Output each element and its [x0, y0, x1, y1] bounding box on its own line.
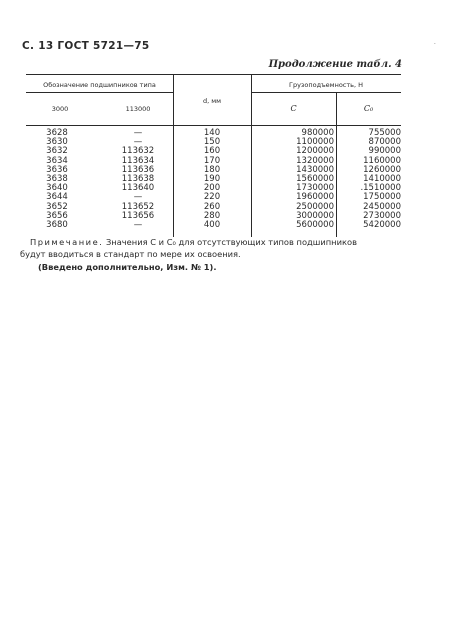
cell-c: 5600000 [296, 219, 334, 230]
cell-type-113000: 113636 [121, 164, 155, 175]
cell-d: 160 [203, 146, 221, 157]
cell-c: 1730000 [296, 183, 334, 194]
cell-d: 170 [203, 155, 221, 166]
table-top-rule [26, 74, 401, 75]
note-text-2: будут вводиться в стандарт по мере их освоения. [20, 248, 241, 259]
cell-c: 1200000 [296, 146, 334, 157]
cell-c0: 2450000 [363, 201, 401, 212]
header-c: C [290, 104, 297, 113]
cell-type-113000: — [133, 137, 143, 148]
header-load-capacity: Грузоподъемность, Н [288, 81, 364, 89]
scan-mark: · [433, 40, 436, 48]
header-d: d, мм [202, 97, 222, 105]
cell-d: 190 [203, 173, 221, 184]
table-header-rule [26, 125, 401, 126]
cell-type-3000: 3634 [46, 155, 68, 166]
cell-type-3000: 3644 [46, 192, 68, 203]
cell-type-113000: 113632 [121, 146, 155, 157]
cell-type-113000: — [133, 128, 143, 138]
cell-d: 260 [203, 201, 221, 212]
cell-type-113000: 113652 [121, 201, 155, 212]
table-row [26, 221, 401, 230]
cell-type-113000: 113634 [121, 155, 155, 166]
cell-c: 1100000 [296, 137, 334, 148]
header-type-113000: 113000 [125, 105, 151, 113]
cell-type-3000: 3638 [46, 173, 68, 184]
amendment-note: (Введено дополнительно, Изм. № 1). [38, 262, 217, 272]
cell-type-113000: — [133, 192, 143, 203]
cell-type-113000: 113638 [121, 173, 155, 184]
cell-type-113000: 113640 [121, 183, 155, 194]
table-body [26, 129, 401, 230]
table-note [20, 237, 400, 260]
cell-type-113000: 113656 [121, 210, 155, 221]
cell-d: 180 [203, 164, 221, 175]
header-c0: C₀ [363, 104, 374, 113]
cell-c0: 2730000 [363, 210, 401, 221]
cell-d: 280 [203, 210, 221, 221]
cell-c0: 755000 [368, 128, 401, 138]
subheader-rule [251, 92, 401, 93]
cell-type-3000: 3680 [46, 219, 68, 230]
cell-d: 200 [203, 183, 221, 194]
cell-d: 220 [203, 192, 221, 203]
header-type-3000: 3000 [51, 105, 69, 113]
cell-c0: 1410000 [363, 173, 401, 184]
cell-c: 1430000 [296, 164, 334, 175]
cell-c: 1320000 [296, 155, 334, 166]
header-bearing-designation: Обозначение подшипников типа [43, 81, 156, 89]
cell-c: 980000 [301, 128, 334, 138]
cell-c0: 870000 [368, 137, 401, 148]
cell-c: 2500000 [296, 201, 334, 212]
cell-c: 1560000 [296, 173, 334, 184]
cell-type-3000: 3632 [46, 146, 68, 157]
cell-d: 140 [203, 128, 221, 138]
cell-type-3000: 3656 [46, 210, 68, 221]
cell-c0: 1750000 [363, 192, 401, 203]
cell-type-3000: 3636 [46, 164, 68, 175]
cell-type-3000: 3640 [46, 183, 68, 194]
cell-c0: 990000 [368, 146, 401, 157]
subheader-rule [26, 92, 173, 93]
note-text-1: Значения C и C₀ для отсутствующих типов подшипников [105, 237, 357, 247]
cell-c0: .1510000 [360, 183, 401, 194]
page-header: С. 13 ГОСТ 5721—75 [22, 40, 150, 52]
cell-c: 1960000 [296, 192, 334, 203]
cell-type-113000: — [133, 219, 143, 230]
cell-d: 400 [203, 219, 221, 230]
cell-d: 150 [203, 137, 221, 148]
cell-type-3000: 3630 [46, 137, 68, 148]
cell-type-3000: 3628 [46, 128, 68, 138]
table-caption: Продолжение табл. 4 [268, 59, 402, 70]
cell-c0: 5420000 [363, 219, 401, 230]
cell-c: 3000000 [296, 210, 334, 221]
cell-type-3000: 3652 [46, 201, 68, 212]
cell-c0: 1160000 [363, 155, 401, 166]
note-line-1 [30, 237, 400, 249]
note-lead: Примечание. [30, 237, 104, 247]
cell-c0: 1260000 [363, 164, 401, 175]
